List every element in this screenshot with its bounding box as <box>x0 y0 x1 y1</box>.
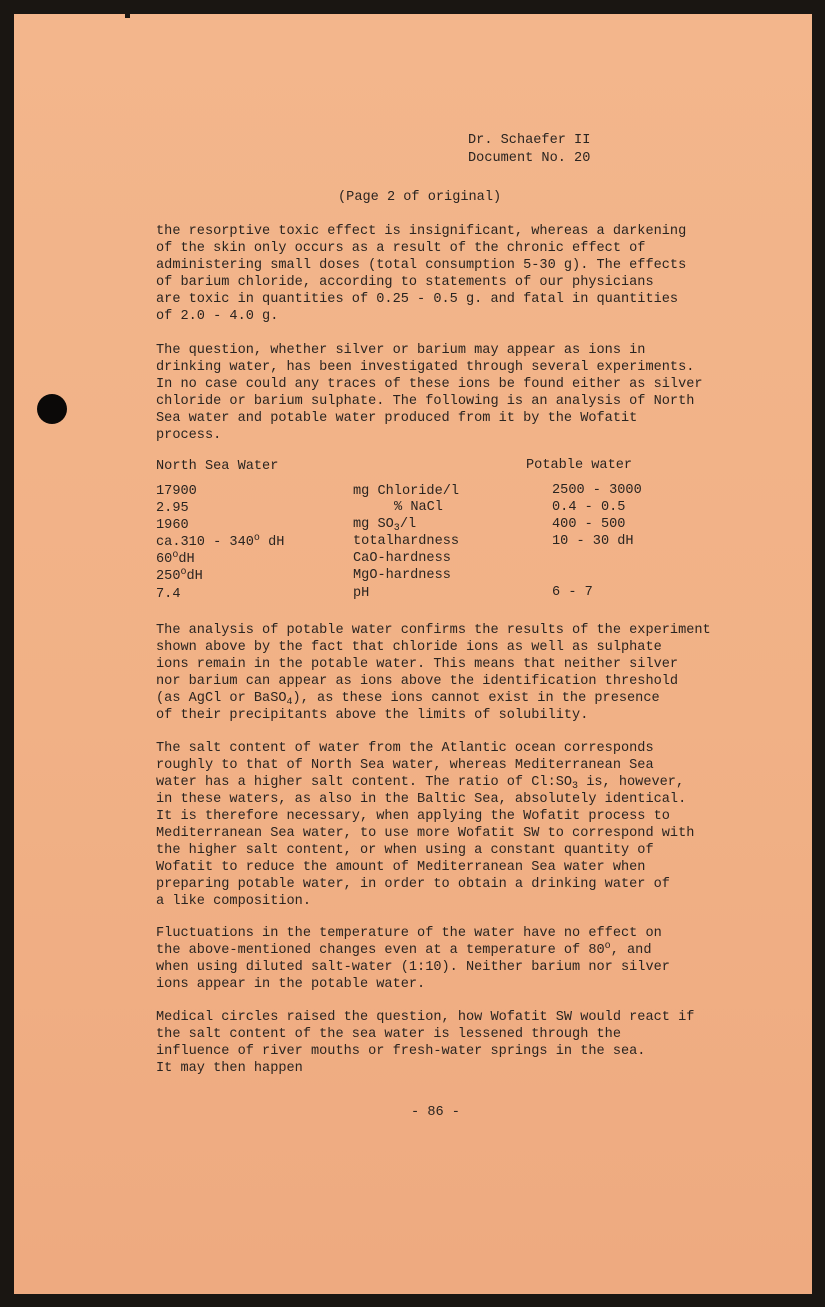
text-line: of 2.0 - 4.0 g. <box>156 309 279 324</box>
header-document-number: Document No. 20 <box>468 151 591 166</box>
table-cell: 17900 <box>156 484 197 499</box>
text-line: The salt content of water from the Atlantic ocean corresponds <box>156 741 654 756</box>
table-cell: pH <box>353 586 370 601</box>
text-line: The question, whether silver or barium may appear as ions in <box>156 343 646 358</box>
text-line: in these waters, as also in the Baltic Sea, absolutely identical. <box>156 792 687 807</box>
column-header-north-sea: North Sea Water <box>156 459 279 474</box>
page-number: - 86 - <box>411 1105 460 1120</box>
text-line: In no case could any traces of these ions be found either as silver <box>156 377 703 392</box>
text-line: of barium chloride, according to statements of our physicians <box>156 275 654 290</box>
table-cell: 0.4 - 0.5 <box>552 500 626 515</box>
page-notch <box>125 0 130 18</box>
text-line: of the skin only occurs as a result of the chronic effect of <box>156 241 646 256</box>
text-line: It is therefore necessary, when applying the Wofatit process to <box>156 809 670 824</box>
text-line: shown above by the fact that chloride ions as well as sulphate <box>156 640 662 655</box>
text-line: Mediterranean Sea water, to use more Wofatit SW to correspond with <box>156 826 695 841</box>
table-cell: 2.95 <box>156 501 189 516</box>
table-cell: 2500 - 3000 <box>552 483 642 498</box>
text-line: are toxic in quantities of 0.25 - 0.5 g. and fatal in quantities <box>156 292 679 307</box>
column-header-potable: Potable water <box>526 458 633 473</box>
table-cell: 1960 <box>156 518 189 533</box>
text-line: the salt content of the sea water is lessened through the <box>156 1027 621 1042</box>
text-line: Wofatit to reduce the amount of Mediterranean Sea water when <box>156 860 646 875</box>
text-line: a like composition. <box>156 894 311 909</box>
text-line: preparing potable water, in order to obtain a drinking water of <box>156 877 670 892</box>
table-cell: 10 - 30 dH <box>552 534 634 549</box>
table-cell: % NaCl <box>394 500 443 515</box>
text-line: Sea water and potable water produced from it by the Wofatit <box>156 411 638 426</box>
text-line: of their precipitants above the limits of solubility. <box>156 708 589 723</box>
table-cell: ca.310 - 340$^o$ dH <box>156 533 285 550</box>
text-line: drinking water, has been investigated through several experiments. <box>156 360 695 375</box>
text-line: when using diluted salt-water (1:10). Neither barium nor silver <box>156 960 670 975</box>
text-line: ions appear in the potable water. <box>156 977 426 992</box>
table-cell: 7.4 <box>156 587 181 602</box>
table-cell: mg $SO_3/l$ <box>353 517 417 534</box>
table-cell: 6 - 7 <box>552 585 593 600</box>
header-author: Dr. Schaefer II <box>468 133 591 148</box>
text-line: Fluctuations in the temperature of the water have no effect on <box>156 926 662 941</box>
text-line: nor barium can appear as ions above the identification threshold <box>156 674 679 689</box>
text-line: ions remain in the potable water. This means that neither silver <box>156 657 679 672</box>
table-cell: totalhardness <box>353 534 460 549</box>
text-line: Medical circles raised the question, how Wofatit SW would react if <box>156 1010 695 1025</box>
table-cell: MgO-hardness <box>353 568 451 583</box>
table-cell: 60$^o$dH <box>156 550 195 567</box>
punch-hole <box>37 394 67 424</box>
text-line: It may then happen <box>156 1061 303 1076</box>
text-line: the resorptive toxic effect is insignificant, whereas a darkening <box>156 224 687 239</box>
text-line: process. <box>156 428 222 443</box>
table-cell: CaO-hardness <box>353 551 451 566</box>
text-line: the above-mentioned changes even at a temperature of 80$^o$, and <box>156 941 652 958</box>
text-line: The analysis of potable water confirms the results of the experiment <box>156 623 711 638</box>
table-cell: 250$^o$dH <box>156 567 203 584</box>
table-cell: mg Chloride/l <box>353 484 460 499</box>
text-line: the higher salt content, or when using a constant quantity of <box>156 843 654 858</box>
text-line: (as AgCl or BaSO$_4$), as these ions cannot exist in the presence <box>156 691 660 708</box>
page-note: (Page 2 of original) <box>338 190 502 205</box>
table-cell: 400 - 500 <box>552 517 626 532</box>
text-line: water has a higher salt content. The ratio of $Cl:SO_3$ is, however, <box>156 775 685 792</box>
text-line: chloride or barium sulphate. The following is an analysis of North <box>156 394 695 409</box>
text-line: administering small doses (total consumption 5-30 g). The effects <box>156 258 687 273</box>
text-line: influence of river mouths or fresh-water springs in the sea. <box>156 1044 646 1059</box>
text-line: roughly to that of North Sea water, whereas Mediterranean Sea <box>156 758 654 773</box>
